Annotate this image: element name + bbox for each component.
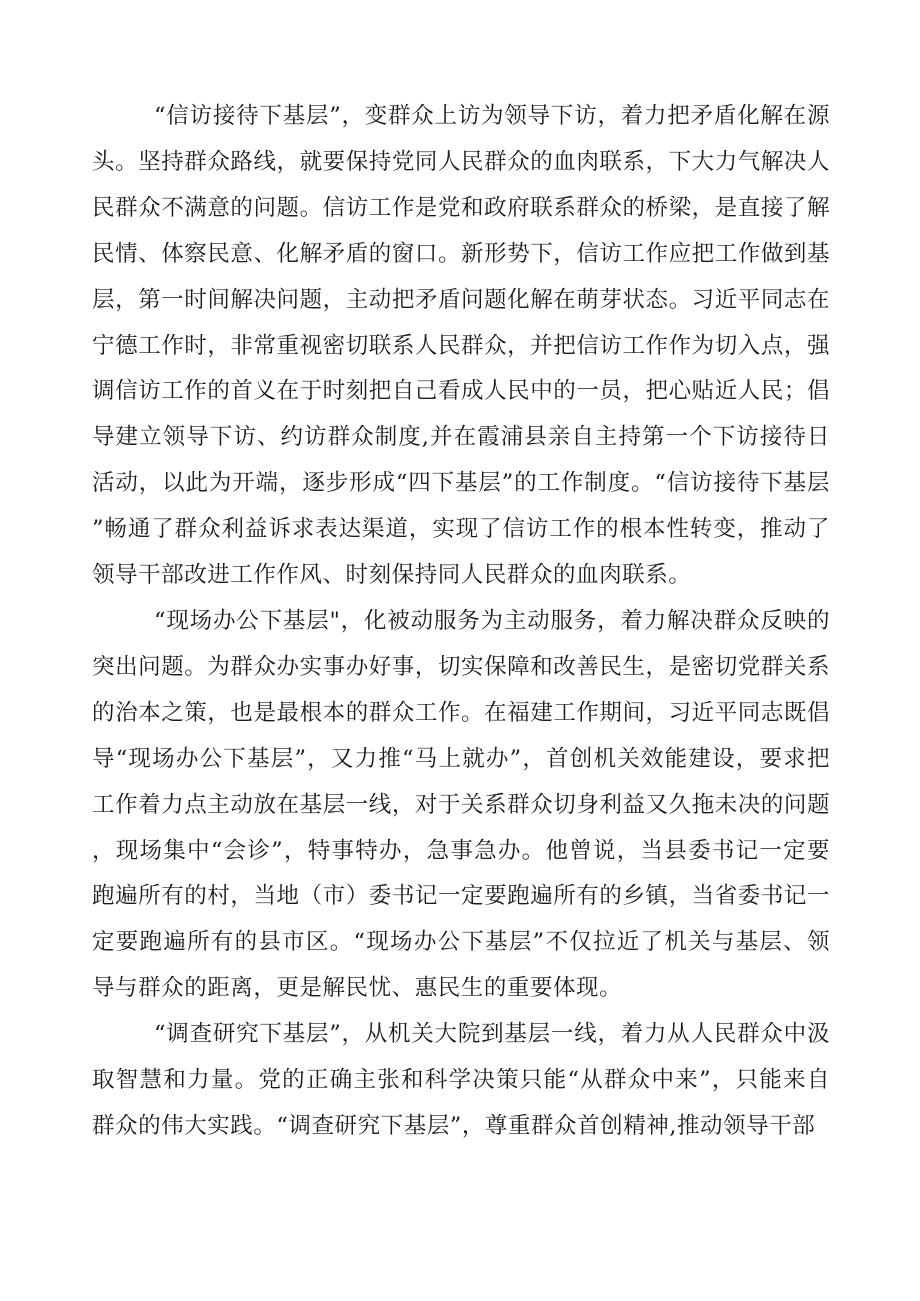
document-body bbox=[92, 94, 830, 1150]
paragraph-investigation-research: “调查研究下基层”，从机关大院到基层一线，着力从人民群众中汲取智慧和力量。党的正确主张和科学决策只能“从群众中来”，只能来自群众的伟大实践。“调查研究下基层”，尊重群众首创精神,推动领导干部 bbox=[92, 1021, 830, 1139]
paragraph-petition-reception: “信访接待下基层”，变群众上访为领导下访，着力把矛盾化解在源头。坚持群众路线，就要保持党同人民群众的血肉联系，下大力气解决人民群众不满意的问题。信访工作是党和政府联系群众的桥梁，是直接了解民情、体察民意、化解矛盾的窗口。新形势下，信访工作应把工作做到基层，第一时间解决问题，主动把矛盾问题化解在萌芽状态。习近平同志在宁德工作时，非常重视密切联系人民群众，并把信访工作作为切入点，强调信访工作的首义在于时刻把自己看成人民中的一员，把心贴近人民；倡导建立领导下访、约访群众制度,并在霞浦县亲自主持第一个下访接待日活动，以此为开端，逐步形成“四下基层”的工作制度。“信访接待下基层”畅通了群众利益诉求表达渠道，实现了信访工作的根本性转变，推动了领导干部改进工作作风、时刻保持同人民群众的血肉联系。 bbox=[92, 103, 830, 589]
paragraph-onsite-office: “现场办公下基层"，化被动服务为主动服务，着力解决群众反映的突出问题。为群众办实事办好事，切实保障和改善民生，是密切党群关系的治本之策，也是最根本的群众工作。在福建工作期间，习近平同志既倡导“现场办公下基层”，又力推“马上就办”，首创机关效能建设，要求把工作着力点主动放在基层一线，对于关系群众切身利益又久拖未决的问题，现场集中“会诊”，特事特办，急事急办。他曾说，当县委书记一定要跑遍所有的村，当地（市）委书记一定要跑遍所有的乡镇，当省委书记一定要跑遍所有的县市区。“现场办公下基层”不仅拉近了机关与基层、领导与群众的距离，更是解民忧、惠民生的重要体现。 bbox=[92, 607, 830, 1002]
